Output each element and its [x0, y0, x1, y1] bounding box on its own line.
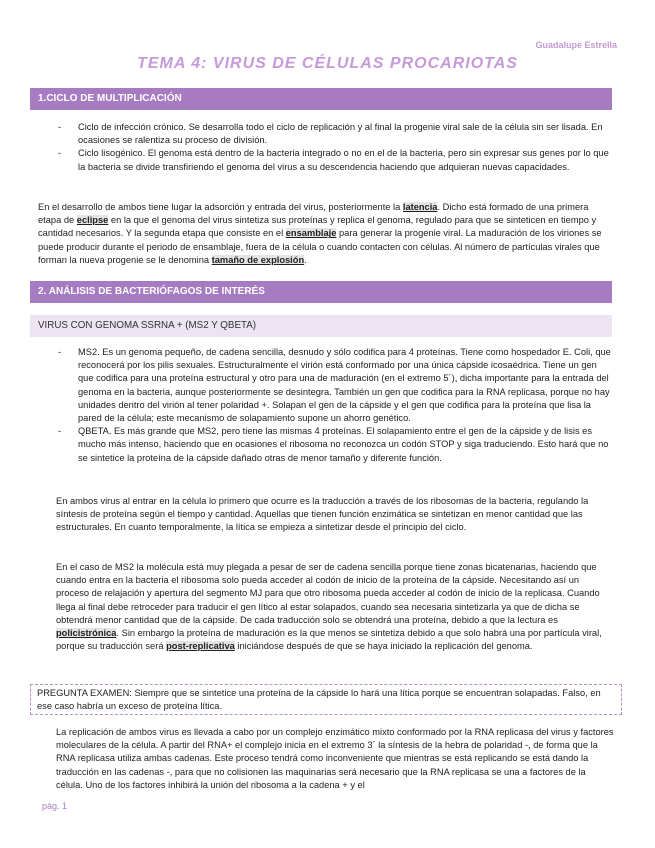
author-name: Guadalupe Estrella — [535, 40, 617, 50]
keyword-post-replicativa: post-replicativa — [166, 641, 235, 652]
page-number: pág. 1 — [42, 801, 68, 811]
section2-bullet-list — [58, 346, 614, 465]
list-item: - Ciclo lisogénico. El genoma está dentro de la bacteria integrado o no en el de la bacteria, pero sin expresar sus genes por lo que la bacteria se divide transfiriendo el genoma del virus a su descendencia haciendo que adquieran nuevas capacidades. — [58, 147, 610, 173]
keyword-ensamblaje: ensamblaje — [285, 228, 337, 239]
section2-paragraph-1: En ambos virus al entrar en la célula lo primero que ocurre es la traducción a través de los ribosomas de la bacteria, regulando la síntesis de proteína según el tiempo y cantidad. Aquellas que tienen función enzimática se sintetizan en menor cantidad que las estructurales. En cuanto temporalmente, la lítica se empieza a sintetizar desde el principio del ciclo. — [56, 496, 589, 533]
keyword-policistronica: policistrónica — [56, 627, 117, 638]
list-item: - QBETA. Es más grande que MS2, pero tiene las mismas 4 proteínas. El solapamiento entre el gen de la cápside y de lisis es mucho más intenso, haciendo que en ocasiones el ribosoma no reconozca un codón STOP y siga traduciendo. Esto hará que no se sintetice la proteína de la cápside dañado otras de menor tamaño y diferente función. — [58, 425, 614, 465]
section2-paragraph-2: En el caso de MS2 la molécula está muy plegada a pesar de ser de cadena sencilla porque tiene zonas bicatenarias, haciendo que cuando entra en la bacteria el ribosoma solo pueda acceder al codón de inicio de la proteína de la cápside. Necesitando así un proceso de relajación y apertura del segmento MJ para que otro ribosoma pueda acceder al codón de inicio de la replicasa. Cuando llega al final debe retroceder para traducir el gen lítico al estar solapados, cuando sea necesaria sintetizarla ya que de dicha se obtendrá menor cantidad que de la cápside. De cada traducción solo se obtendrá una proteína, debido a que la lectura es policistrónica. Sin embargo la proteína de maduración es la que menos se sintetiza debido a que solo habrá una por partícula viral, porque su traducción será post-replicativa iniciándose después de que se haya iniciado la replicación del genoma. — [56, 562, 602, 652]
section1-bullet-list — [58, 121, 610, 174]
list-item: - MS2. Es un genoma pequeño, de cadena sencilla, desnudo y sólo codifica para 4 proteínas. Tiene como hospedador E. Coli, que reconocerá por los pilis sexuales. Estructuralmente el virión está conformado por una única cápside icosaédrica. Tiene un gen que codifica para una proteína estructural y otro para una de maduración (en el extremo 5´), dicha importante para la entrada del genoma en la bacteria, aunque posteriormente se desintegra. También un gen que codifica para la RNA replicasa, porque no hay unidades dentro del virión al tener polaridad +. Solapan el gen de la cápside y el gen que codifica para la proteína que lisa la pared de la célula; este mecanismo de solapamiento supone un ahorro genético. — [58, 346, 614, 425]
section2-subheading: VIRUS CON GENOMA SSRNA + (MS2 Y QBETA) — [30, 315, 612, 337]
keyword-eclipse: eclipse — [76, 215, 109, 226]
keyword-tamano-explosion: tamaño de explosión — [211, 254, 305, 265]
section2-paragraph-3: La replicación de ambos virus es llevada a cabo por un complejo enzimático mixto conformado por la RNA replicasa del virus y factores moleculares de la célula. A partir del RNA+ el complejo inicia en el extremo 3´ la síntesis de la hebra de polaridad -, de forma que la RNA replicasa utiliza ambas cadenas. Este proceso tendrá como inconveniente que mientras se está replicando se está dando la traducción en las cadenas -, para que no colisionen las maquinarias será necesario que la RNA replicasa se una a factores de la célula. Uno de los factores inhibirá la unión del ribosoma a la cadena + y el — [56, 727, 614, 790]
section1-heading: 1.CICLO DE MULTIPLICACIÓN — [30, 88, 612, 110]
keyword-latencia: latencia — [402, 202, 438, 212]
section1-paragraph: En el desarrollo de ambos tiene lugar la adsorción y entrada del virus, posteriormente la latencia. Dicho está formado de una primera etapa de eclipse en la que el genoma del virus sintetiza sus proteínas y replica el genoma, regulado para que se sinteticen en tiempo y cantidad necesarios. Y la segunda etapa que consiste en el ensamblaje para generar la progenie viral. La maduración de los viriones se puede producir durante el periodo de ensamblaje, fuera de la célula o cuando contacten con células. Al número de partículas virales que forman la nueva progenie se le denomina tamaño de explosión. — [38, 202, 602, 265]
document-title: TEMA 4: VIRUS DE CÉLULAS PROCARIOTAS — [137, 55, 518, 72]
list-item: - Ciclo de infección crónico. Se desarrolla todo el ciclo de replicación y al final la progenie viral sale de la célula sin ser lisada. En ocasiones se ralentiza su proceso de división. — [58, 121, 610, 147]
exam-question-box: PREGUNTA EXAMEN: Siempre que se sintetice una proteína de la cápside lo hará una lítica porque se encuentran solapadas. Falso, en ese caso habría un exceso de proteína lítica. — [30, 684, 622, 715]
section2-heading: 2. ANÁLISIS DE BACTERIÓFAGOS DE INTERÉS — [30, 281, 612, 303]
